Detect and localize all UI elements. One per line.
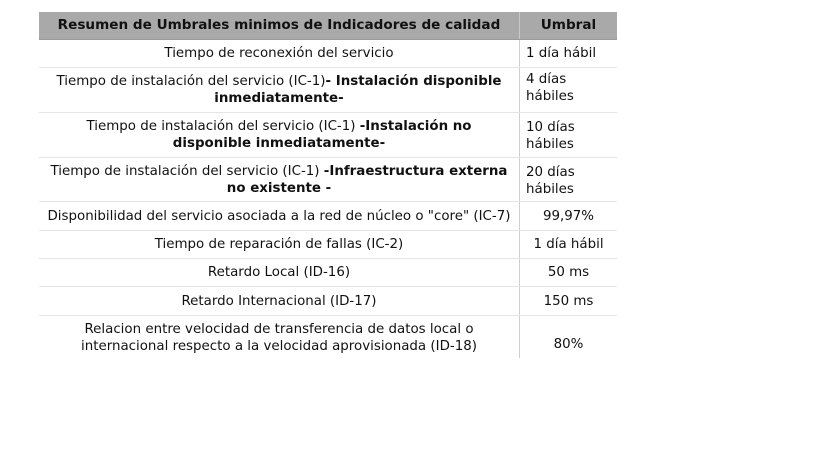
row-indicator bbox=[39, 113, 520, 157]
row-threshold: 20 días hábiles bbox=[526, 165, 575, 197]
table-row bbox=[39, 68, 617, 113]
row-threshold: 1 día hábil bbox=[526, 46, 597, 61]
row-indicator bbox=[39, 158, 520, 201]
indicator-text: Disponibilidad del servicio asociada a la red de núcleo o "core" (IC-7) bbox=[47, 208, 511, 224]
table-row bbox=[39, 259, 617, 287]
indicator-text: Retardo Internacional (ID-17) bbox=[181, 293, 377, 309]
row-threshold: 10 días hábiles bbox=[526, 120, 575, 152]
indicator-text: Retardo Local (ID-16) bbox=[207, 265, 351, 280]
indicator-bold-text: -Instalación no disponible inmediatamente- bbox=[172, 119, 472, 151]
row-indicator bbox=[39, 316, 520, 358]
row-threshold: 150 ms bbox=[543, 293, 594, 309]
indicator-text: Tiempo de instalación del servicio (IC-1) bbox=[56, 74, 326, 89]
row-threshold: 99,97% bbox=[542, 208, 595, 224]
row-indicator bbox=[39, 259, 520, 286]
indicator-text: Tiempo de instalación del servicio (IC-1) bbox=[50, 163, 324, 179]
table-row bbox=[39, 202, 617, 231]
indicator-text: Tiempo de reconexión del servicio bbox=[164, 46, 394, 61]
quality-thresholds-table bbox=[39, 12, 617, 358]
row-indicator bbox=[39, 202, 520, 230]
header-threshold: Umbral bbox=[540, 17, 597, 33]
row-threshold: 4 días hábiles bbox=[526, 72, 574, 104]
row-threshold: 50 ms bbox=[547, 265, 590, 280]
table-row bbox=[39, 316, 617, 358]
row-indicator bbox=[39, 68, 520, 112]
table-row bbox=[39, 231, 617, 259]
table-row bbox=[39, 287, 617, 316]
table-header-row bbox=[39, 12, 617, 40]
row-indicator bbox=[39, 287, 520, 315]
row-indicator bbox=[39, 40, 520, 67]
row-threshold: 1 día hábil bbox=[533, 237, 604, 252]
table-row bbox=[39, 40, 617, 68]
indicator-text: Relacion entre velocidad de transferencia de datos local o internacional respecto a la velocidad aprovisionada (ID-18) bbox=[81, 322, 477, 354]
indicator-text: Tiempo de instalación del servicio (IC-1) bbox=[86, 119, 360, 134]
indicator-text: Tiempo de reparación de fallas (IC-2) bbox=[154, 237, 404, 252]
row-threshold: 80% bbox=[553, 337, 584, 352]
row-indicator bbox=[39, 231, 520, 258]
indicator-bold-text: - Instalación disponible inmediatamente- bbox=[214, 74, 502, 106]
table-row bbox=[39, 113, 617, 158]
header-indicator: Resumen de Umbrales minimos de Indicadores de calidad bbox=[39, 12, 520, 39]
table-row bbox=[39, 158, 617, 202]
indicator-bold-text: -Infraestructura externa no existente - bbox=[226, 163, 508, 196]
